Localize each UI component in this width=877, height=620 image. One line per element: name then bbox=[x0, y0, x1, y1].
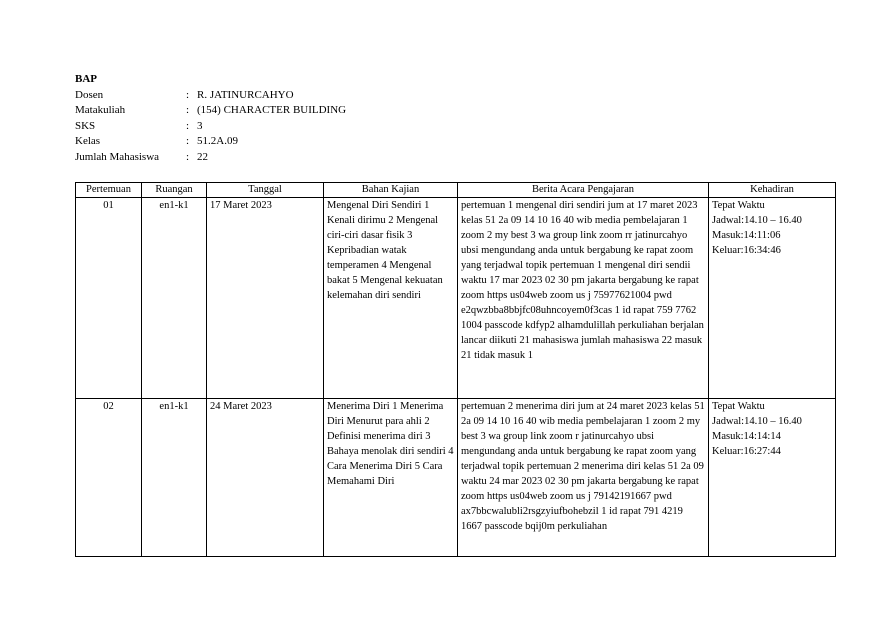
meta-value: 51.2A.09 bbox=[197, 135, 238, 147]
kehadiran-jadwal: Jadwal:14.10 – 16.40 bbox=[712, 416, 802, 427]
table-row bbox=[76, 399, 836, 557]
cell-ruangan: en1-k1 bbox=[142, 198, 207, 399]
column-header-berita-acara: Berita Acara Pengajaran bbox=[458, 183, 709, 198]
meta-row-jumlah-mahasiswa bbox=[75, 150, 346, 166]
cell-berita-acara: pertemuan 2 menerima diri jum at 24 maret 2023 kelas 51 2a 09 14 10 16 40 wib media pembelajaran 1 zoom 2 my best 3 wa group link zoom r jatinurcahyo ubsi mengundang anda untuk bergabung ke rapat zoom yang terjadwal topik pertemuan 2 menerima diri kelas 51 2a 09 waktu 24 mar 2023 02 30 pm jakarta bergabung ke rapat zoom https us04web zoom us j 79142191667 pwd ax7bbcwalubli2rsgzyiufbohebzil 1 id rapat 791 4219 1667 passcode bqij0m perkuliahan bbox=[458, 399, 709, 557]
table-header-row bbox=[76, 183, 836, 198]
kehadiran-masuk: Masuk:14:11:06 bbox=[712, 230, 781, 241]
meta-row-matakuliah bbox=[75, 103, 346, 119]
meta-separator: : bbox=[186, 135, 190, 147]
cell-bahan-kajian: Mengenal Diri Sendiri 1 Kenali dirimu 2 Mengenal ciri-ciri dasar fisik 3 Kepribadian watak temperamen 4 Mengenal bakat 5 Mengenal kekuatan kelemahan diri sendiri bbox=[324, 198, 458, 399]
meta-label: Matakuliah bbox=[75, 104, 126, 116]
document-header bbox=[75, 72, 346, 165]
kehadiran-jadwal: Jadwal:14.10 – 16.40 bbox=[712, 215, 802, 226]
meta-separator: : bbox=[186, 104, 190, 116]
cell-ruangan: en1-k1 bbox=[142, 399, 207, 557]
meta-label: Jumlah Mahasiswa bbox=[75, 150, 160, 163]
meta-separator: : bbox=[186, 150, 190, 163]
column-header-kehadiran: Kehadiran bbox=[709, 183, 836, 198]
column-header-ruangan: Ruangan bbox=[142, 183, 207, 198]
meta-label: Kelas bbox=[75, 135, 101, 147]
meta-separator: : bbox=[186, 119, 190, 132]
meta-row-dosen bbox=[75, 88, 346, 104]
kehadiran-status: Tepat Waktu bbox=[712, 401, 765, 412]
meta-value: 22 bbox=[197, 150, 208, 163]
meta-row-kelas bbox=[75, 134, 346, 150]
document-title: BAP bbox=[75, 73, 97, 85]
meta-label: Dosen bbox=[75, 88, 104, 101]
cell-tanggal: 17 Maret 2023 bbox=[207, 198, 324, 399]
table-row bbox=[76, 198, 836, 399]
kehadiran-status: Tepat Waktu bbox=[712, 200, 765, 211]
kehadiran-masuk: Masuk:14:14:14 bbox=[712, 431, 781, 442]
meta-separator: : bbox=[186, 88, 190, 101]
cell-tanggal: 24 Maret 2023 bbox=[207, 399, 324, 557]
kehadiran-keluar: Keluar:16:34:46 bbox=[712, 245, 781, 256]
kehadiran-keluar: Keluar:16:27:44 bbox=[712, 446, 781, 457]
column-header-bahan-kajian: Bahan Kajian bbox=[324, 183, 458, 198]
meta-value: R. JATINURCAHYO bbox=[197, 88, 294, 101]
meta-value: (154) CHARACTER BUILDING bbox=[197, 104, 347, 116]
cell-pertemuan: 01 bbox=[76, 198, 142, 399]
cell-bahan-kajian: Menerima Diri 1 Menerima Diri Menurut para ahli 2 Definisi menerima diri 3 Bahaya menolak diri sendiri 4 Cara Menerima Diri 5 Cara Memahami Diri bbox=[324, 399, 458, 557]
column-header-pertemuan: Pertemuan bbox=[76, 183, 142, 198]
column-header-tanggal: Tanggal bbox=[207, 183, 324, 198]
meta-value: 3 bbox=[197, 119, 203, 132]
cell-pertemuan: 02 bbox=[76, 399, 142, 557]
cell-berita-acara: pertemuan 1 mengenal diri sendiri jum at 17 maret 2023 kelas 51 2a 09 14 10 16 40 wib media pembelajaran 1 zoom 2 my best 3 wa group link zoom rr jatinurcahyo ubsi mengundang anda untuk bergabung ke rapat zoom yang terjadwal topik pertemuan 1 mengenal diri sendii waktu 17 mar 2023 02 30 pm jakarta bergabung ke rapat zoom https us04web zoom us j 75977621004 pwd e2qwzbba8bbjfc08uhncoyem0f3cas 1 id rapat 759 7762 1004 passcode kdfyp2 alhamdulillah perkuliahan berjalan lancar diikuti 21 mahasiswa jumlah mahasiswa 22 masuk 21 tidak masuk 1 bbox=[458, 198, 709, 399]
meta-row-sks bbox=[75, 119, 346, 135]
meta-label: SKS bbox=[75, 119, 96, 132]
cell-kehadiran bbox=[709, 399, 836, 557]
cell-kehadiran bbox=[709, 198, 836, 399]
bap-table bbox=[75, 182, 836, 557]
